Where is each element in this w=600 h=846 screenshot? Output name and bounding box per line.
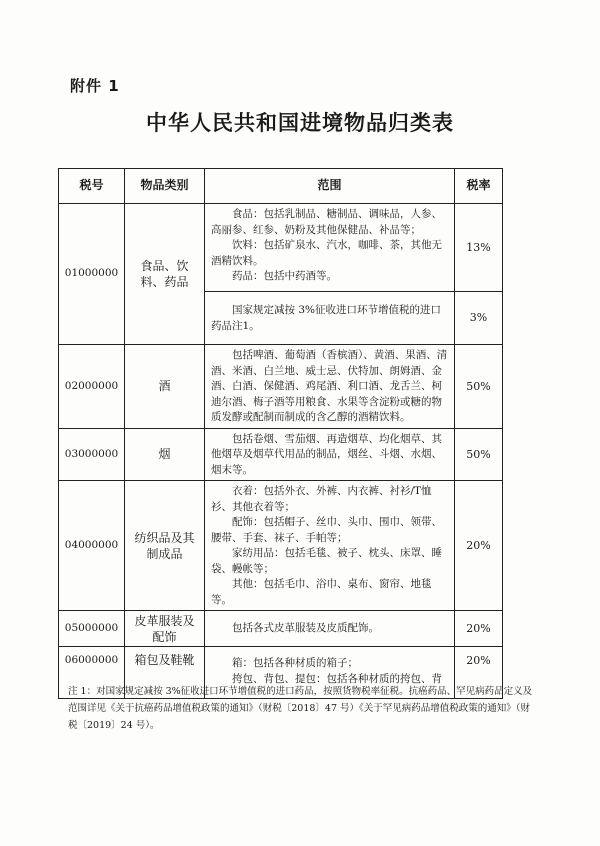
row-category: 纺织品及其制成品: [125, 481, 205, 611]
row-rate: 50%: [455, 345, 503, 429]
header-rate: 税率: [455, 169, 503, 204]
scope-line: 其他：包括毛巾、浴巾、桌布、窗帘、地毯等。: [211, 578, 432, 606]
row-code: 02000000: [59, 345, 125, 429]
row-rate: 20%: [455, 481, 503, 611]
row-scope: [205, 292, 455, 345]
row-category: 食品、饮料、药品: [125, 204, 205, 345]
scope-line: 饮料：包括矿泉水、汽水，咖啡、茶，其他无酒精饮料。: [211, 239, 442, 267]
scope-line: 食品：包括乳制品、糖制品、调味品，人参、高丽参、红参、奶粉及其他保健品、补品等；: [211, 208, 442, 236]
table-header-row: [59, 169, 503, 204]
row-code: 01000000: [59, 204, 125, 345]
row-scope: [205, 611, 455, 647]
scope-line: 药品：包括中药酒等。: [232, 270, 337, 282]
page-title: 中华人民共和国进境物品归类表: [146, 111, 454, 135]
scope-line: 包括啤酒、葡萄酒（香槟酒）、黄酒、果酒、清酒、米酒、白兰地、威士忌、伏特加、朗姆酒、金酒、白酒、保健酒、鸡尾酒、利口酒、龙舌兰、柯迪尔酒、梅子酒等用粮食、水果等含淀粉或糖的物质发酵或配制而制成的含乙醇的酒精饮料。: [211, 349, 448, 423]
header-code: 税号: [59, 169, 125, 204]
row-scope: [205, 428, 455, 481]
row-scope: [205, 481, 455, 611]
row-rate: 20%: [455, 647, 503, 699]
row-scope: [205, 345, 455, 429]
footnote: [68, 683, 538, 734]
row-rate: 20%: [455, 611, 503, 647]
scope-line: 家纺用品：包括毛毯、被子、枕头、床罩、睡袋、幔帐等；: [211, 547, 442, 575]
scope-line: 挎包、背包、提包：包括各种材质的挎包、背: [232, 672, 442, 685]
row-category: 皮革服装及配饰: [125, 611, 205, 647]
attachment-label: 附件 1: [70, 77, 120, 95]
row-category: 箱包及鞋靴: [125, 647, 205, 699]
table-row: [59, 611, 503, 647]
table-row: [59, 428, 503, 481]
scope-line: 国家规定减按 3%征收进口环节增值税的进口药品注1。: [211, 304, 441, 332]
header-category: 物品类别: [125, 169, 205, 204]
scope-line: 配饰：包括帽子、丝巾、头巾、围巾、领带、腰带、手套、袜子、手帕等；: [211, 516, 442, 544]
row-code: 04000000: [59, 481, 125, 611]
row-code: 05000000: [59, 611, 125, 647]
scope-line: 包括各式皮革服装及皮质配饰。: [232, 622, 379, 635]
row-rate: 3%: [455, 292, 503, 345]
row-code: 06000000: [59, 647, 125, 699]
row-category: 烟: [125, 428, 205, 481]
row-code: 03000000: [59, 428, 125, 481]
scope-line: 衣着：包括外衣、外裤、内衣裤、衬衫/T恤衫、其他衣着等；: [211, 485, 432, 513]
scope-line: 包括卷烟、雪茄烟、再造烟草、均化烟草、其他烟草及烟草代用品的制品，烟丝、斗烟、水烟、烟末等。: [211, 432, 442, 476]
classification-table: [58, 168, 503, 699]
footnote-text: 注 1：对国家规定减按 3%征收进口环节增值税的进口药品，按照货物税率征税。抗癌药品、罕见病药品定义及范围详见《关于抗癌药品增值税政策的通知》（财税〔2018〕47 号）《关于罕见病药品增值税政策的通知》（财税〔2019〕24 号）。: [68, 686, 533, 731]
table-row: [59, 481, 503, 611]
header-scope: 范围: [205, 169, 455, 204]
table-row: [59, 345, 503, 429]
row-rate: 50%: [455, 428, 503, 481]
row-scope: [205, 204, 455, 292]
row-rate: 13%: [455, 204, 503, 292]
table-row: [59, 204, 503, 292]
row-category: 酒: [125, 345, 205, 429]
scope-line: 箱：包括各种材质的箱子；: [232, 657, 358, 669]
